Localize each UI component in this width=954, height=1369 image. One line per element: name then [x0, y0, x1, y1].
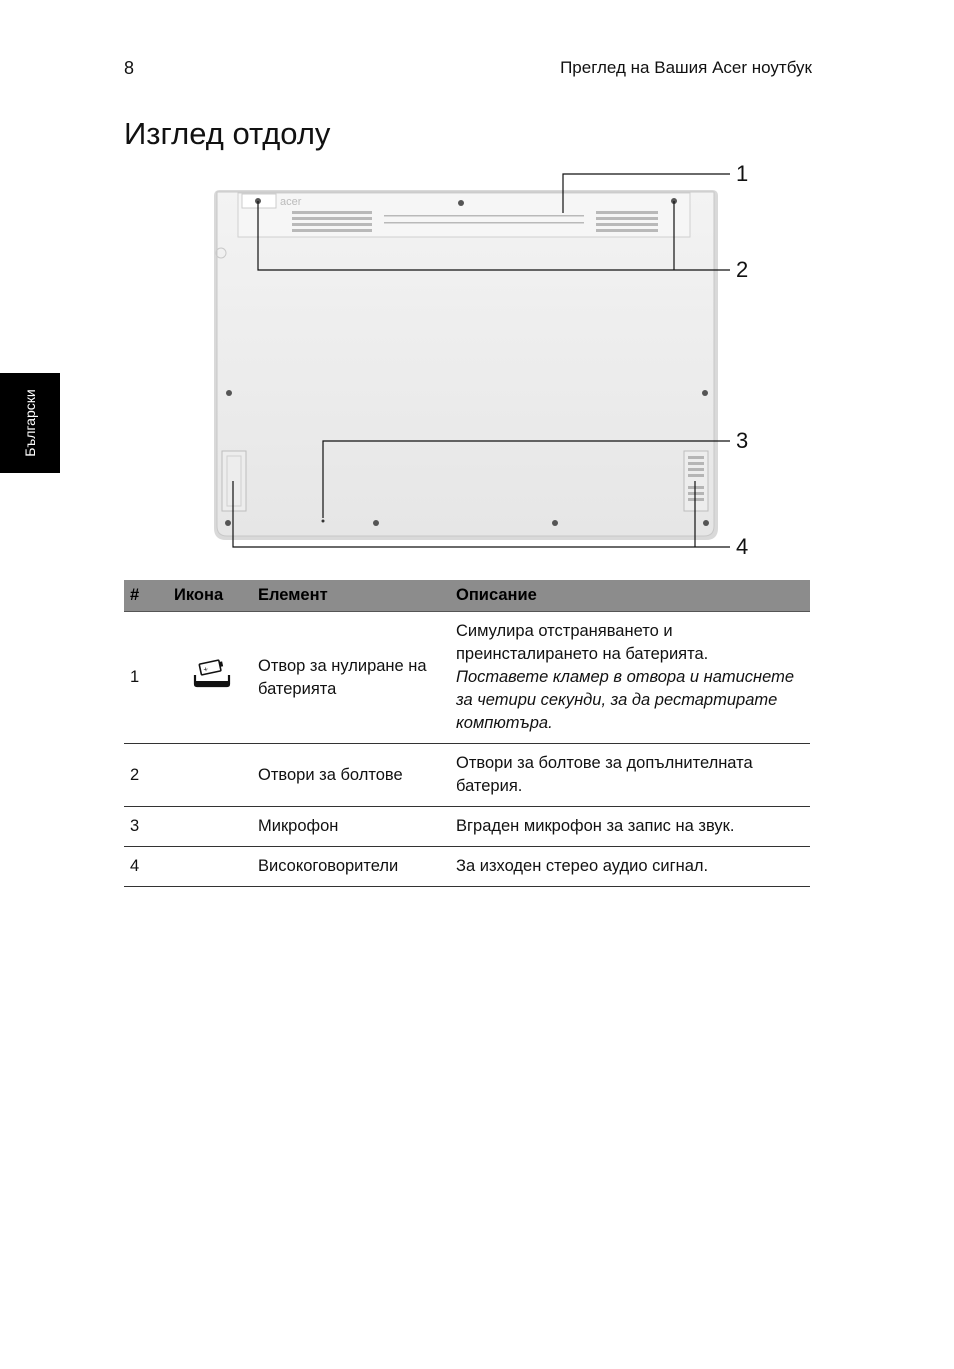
section-title: Изглед отдолу — [124, 116, 331, 151]
row-num: 4 — [124, 847, 170, 887]
header-icon: Икона — [170, 580, 254, 612]
header-description: Описание — [452, 580, 810, 612]
row-description: Симулира отстраняването и преинсталирането на батерията. — [456, 622, 709, 663]
table-row — [124, 847, 810, 887]
row-element: Високоговорители — [254, 847, 452, 887]
battery-reset-icon — [192, 664, 232, 693]
callout-3: 3 — [736, 428, 749, 453]
callout-2: 2 — [736, 257, 749, 282]
table-row — [124, 744, 810, 807]
running-header: Преглед на Вашия Acer ноутбук — [560, 58, 812, 77]
row-element: Отвор за нулиране на батерията — [254, 612, 452, 744]
callout-1: 1 — [736, 161, 749, 186]
header-num: # — [124, 580, 170, 612]
row-description: Вграден микрофон за запис на звук. — [452, 807, 810, 847]
row-icon-cell — [170, 744, 254, 807]
laptop-bottom-figure — [0, 0, 954, 570]
table-header-row — [124, 580, 810, 612]
row-num: 2 — [124, 744, 170, 807]
row-icon-cell — [170, 807, 254, 847]
row-description: За изходен стерео аудио сигнал. — [452, 847, 810, 887]
logo-text: acer — [280, 196, 302, 208]
laptop-bottom-illustration — [0, 0, 954, 570]
row-icon-cell — [170, 847, 254, 887]
row-description: Отвори за болтове за допълнителната батерия. — [452, 744, 810, 807]
row-num: 3 — [124, 807, 170, 847]
table-row — [124, 807, 810, 847]
svg-text:+: + — [202, 664, 209, 675]
components-table — [124, 580, 810, 887]
row-element: Микрофон — [254, 807, 452, 847]
row-element: Отвори за болтове — [254, 744, 452, 807]
language-label: Български — [22, 389, 38, 457]
row-note: Поставете кламер в отвора и натиснете за четири секунди, за да рестартирате компютъра. — [456, 668, 795, 732]
header-element: Елемент — [254, 580, 452, 612]
page-number: 8 — [124, 58, 135, 78]
row-description-cell — [452, 612, 810, 744]
callout-4: 4 — [736, 534, 749, 559]
row-icon-cell — [170, 612, 254, 744]
row-num: 1 — [124, 612, 170, 744]
table-row — [124, 612, 810, 744]
